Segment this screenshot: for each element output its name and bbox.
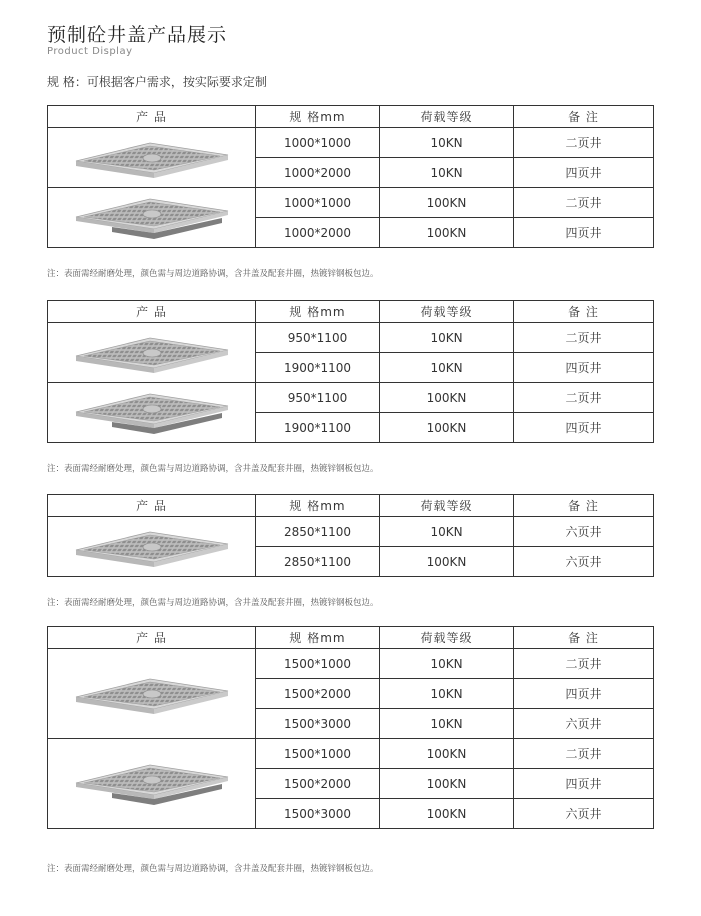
remark-cell: 二页井 <box>514 739 654 769</box>
page-subtitle: Product Display <box>47 46 133 57</box>
remark-cell: 六页井 <box>514 547 654 577</box>
size-cell: 1000*2000 <box>256 218 380 248</box>
table-header-row <box>48 627 654 649</box>
size-cell: 950*1100 <box>256 323 380 353</box>
table-row <box>48 517 654 547</box>
remark-cell: 四页井 <box>514 353 654 383</box>
load-cell: 10KN <box>380 517 514 547</box>
manhole-cover-image <box>48 128 256 188</box>
manhole-cover-image <box>48 517 256 577</box>
size-cell: 1500*3000 <box>256 799 380 829</box>
header-product: 产 品 <box>48 627 256 649</box>
header-product: 产 品 <box>48 106 256 128</box>
manhole-cover-image <box>48 188 256 248</box>
table-row <box>48 739 654 769</box>
load-cell: 10KN <box>380 158 514 188</box>
table-row <box>48 128 654 158</box>
table-row <box>48 383 654 413</box>
size-cell: 950*1100 <box>256 383 380 413</box>
load-cell: 100KN <box>380 799 514 829</box>
table-header-row <box>48 495 654 517</box>
product-table-4 <box>47 626 654 829</box>
remark-cell: 六页井 <box>514 709 654 739</box>
table-header-row <box>48 106 654 128</box>
remark-cell: 二页井 <box>514 128 654 158</box>
size-cell: 1500*2000 <box>256 679 380 709</box>
header-size: 规 格mm <box>256 495 380 517</box>
table-note: 注：表面需经耐磨处理，颜色需与周边道路协调，含井盖及配套井圈，热镀锌钢板包边。 <box>47 864 379 874</box>
table-note: 注：表面需经耐磨处理，颜色需与周边道路协调，含井盖及配套井圈，热镀锌钢板包边。 <box>47 464 379 474</box>
header-load: 荷载等级 <box>380 301 514 323</box>
header-remark: 备 注 <box>514 495 654 517</box>
header-load: 荷载等级 <box>380 495 514 517</box>
load-cell: 10KN <box>380 709 514 739</box>
load-cell: 100KN <box>380 547 514 577</box>
remark-cell: 四页井 <box>514 769 654 799</box>
manhole-cover-image <box>48 323 256 383</box>
table-note: 注：表面需经耐磨处理，颜色需与周边道路协调，含井盖及配套井圈，热镀锌钢板包边。 <box>47 598 379 608</box>
page-title: 预制砼井盖产品展示 <box>47 24 228 46</box>
size-cell: 1900*1100 <box>256 353 380 383</box>
load-cell: 10KN <box>380 353 514 383</box>
header-size: 规 格mm <box>256 106 380 128</box>
header-load: 荷载等级 <box>380 106 514 128</box>
load-cell: 100KN <box>380 188 514 218</box>
header-remark: 备 注 <box>514 301 654 323</box>
size-cell: 2850*1100 <box>256 547 380 577</box>
header-size: 规 格mm <box>256 301 380 323</box>
load-cell: 100KN <box>380 383 514 413</box>
remark-cell: 六页井 <box>514 799 654 829</box>
load-cell: 10KN <box>380 679 514 709</box>
remark-cell: 四页井 <box>514 679 654 709</box>
manhole-cover-image <box>48 649 256 739</box>
remark-cell: 四页井 <box>514 218 654 248</box>
product-table-2 <box>47 300 654 443</box>
table-note: 注：表面需经耐磨处理，颜色需与周边道路协调，含井盖及配套井圈，热镀锌钢板包边。 <box>47 269 379 279</box>
load-cell: 100KN <box>380 218 514 248</box>
header-remark: 备 注 <box>514 106 654 128</box>
size-cell: 2850*1100 <box>256 517 380 547</box>
spec-line: 规 格：可根据客户需求，按实际要求定制 <box>47 75 267 89</box>
size-cell: 1000*1000 <box>256 188 380 218</box>
header-product: 产 品 <box>48 495 256 517</box>
table-header-row <box>48 301 654 323</box>
load-cell: 100KN <box>380 739 514 769</box>
load-cell: 100KN <box>380 769 514 799</box>
size-cell: 1900*1100 <box>256 413 380 443</box>
remark-cell: 二页井 <box>514 323 654 353</box>
header-product: 产 品 <box>48 301 256 323</box>
header-remark: 备 注 <box>514 627 654 649</box>
size-cell: 1500*3000 <box>256 709 380 739</box>
load-cell: 10KN <box>380 128 514 158</box>
size-cell: 1500*1000 <box>256 649 380 679</box>
remark-cell: 四页井 <box>514 158 654 188</box>
table-row <box>48 188 654 218</box>
remark-cell: 六页井 <box>514 517 654 547</box>
table-row <box>48 649 654 679</box>
size-cell: 1500*2000 <box>256 769 380 799</box>
load-cell: 100KN <box>380 413 514 443</box>
remark-cell: 二页井 <box>514 383 654 413</box>
header-size: 规 格mm <box>256 627 380 649</box>
product-table-1 <box>47 105 654 248</box>
manhole-cover-image <box>48 383 256 443</box>
manhole-cover-image <box>48 739 256 829</box>
table-row <box>48 323 654 353</box>
product-table-3 <box>47 494 654 577</box>
load-cell: 10KN <box>380 323 514 353</box>
size-cell: 1000*1000 <box>256 128 380 158</box>
size-cell: 1500*1000 <box>256 739 380 769</box>
remark-cell: 四页井 <box>514 413 654 443</box>
load-cell: 10KN <box>380 649 514 679</box>
remark-cell: 二页井 <box>514 649 654 679</box>
remark-cell: 二页井 <box>514 188 654 218</box>
size-cell: 1000*2000 <box>256 158 380 188</box>
header-load: 荷载等级 <box>380 627 514 649</box>
